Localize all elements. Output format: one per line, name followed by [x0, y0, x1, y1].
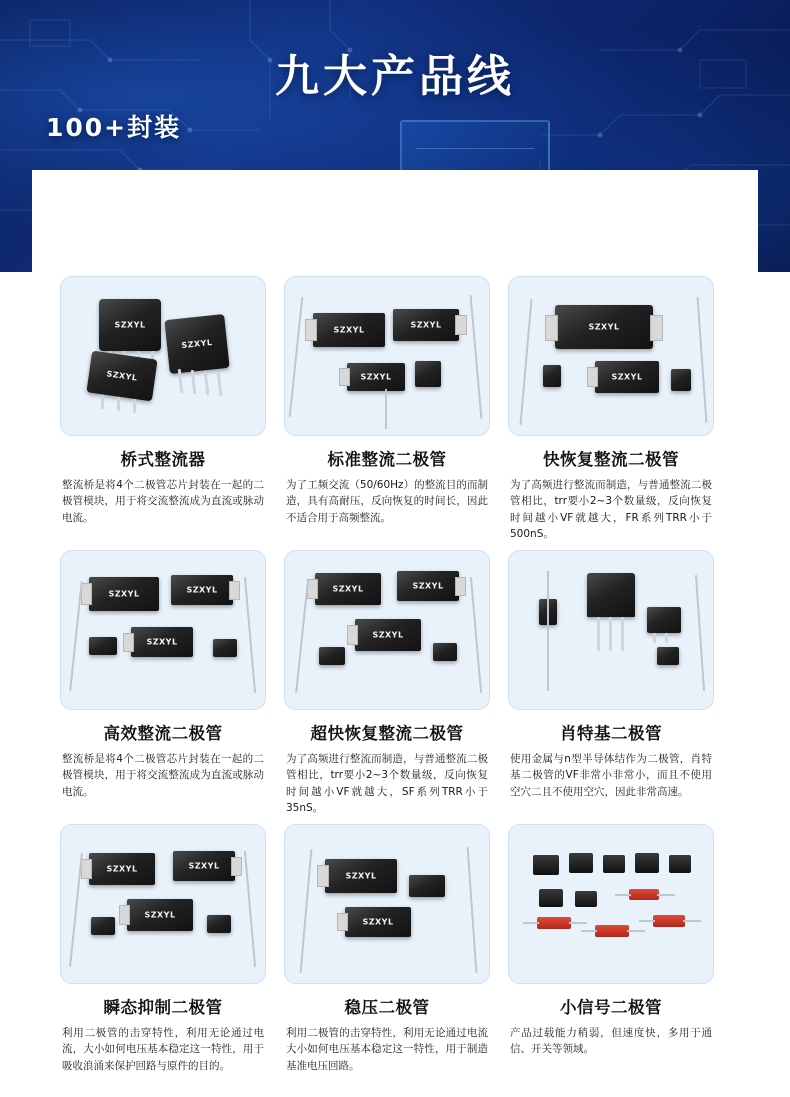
- smd-package: SZXYL: [131, 627, 193, 657]
- product-description: 整流桥是将4个二极管芯片封装在一起的二极管模块，用于将交流整流成为直流或脉动电流。: [62, 753, 264, 798]
- smd-package: SZXYL: [355, 619, 421, 651]
- product-description: 为了高频进行整流而制造，与普通整流二极管相比，trr要小2~3个数量级，反向恢复时间越小VF就越大，FR系列TRR小于500nS。: [510, 479, 712, 540]
- product-card[interactable]: [284, 550, 490, 816]
- smd-package: SZXYL: [171, 575, 233, 605]
- small-package: [89, 637, 117, 655]
- small-package: [657, 647, 679, 665]
- product-title: 高效整流二极管: [103, 724, 223, 744]
- smd-package: SZXYL: [315, 573, 381, 605]
- bridge-package-b: SZXYL: [164, 314, 229, 374]
- header-white-panel: [32, 170, 758, 272]
- product-image-tvs-diode: [60, 824, 266, 984]
- product-card[interactable]: [60, 824, 266, 1074]
- product-image-standard-diode: [284, 276, 490, 436]
- smd-package: SZXYL: [89, 577, 159, 611]
- product-title: 标准整流二极管: [327, 450, 447, 469]
- product-title: 小信号二极管: [560, 998, 662, 1018]
- smd-package: SZXYL: [345, 907, 411, 937]
- product-card[interactable]: [508, 550, 714, 816]
- sma-package: SZXYL: [595, 361, 659, 393]
- product-title: 快恢复整流二极管: [543, 450, 679, 469]
- page-header: [0, 0, 790, 272]
- smd-package: SZXYL: [127, 899, 193, 931]
- product-description: 为了高频进行整流而制造，与普通整流二极管相比，trr要小2~3个数量级，反向恢复时间越小VF就越大，SF系列TRR小于35nS。: [286, 753, 488, 814]
- product-card[interactable]: [284, 276, 490, 542]
- product-image-bridge-rectifier: [60, 276, 266, 436]
- smd-package: SZXYL: [173, 851, 235, 881]
- smd-package: SZXYL: [325, 859, 397, 893]
- product-image-small-signal-diode: [508, 824, 714, 984]
- smd-package: SZXYL: [89, 853, 155, 885]
- small-package: [433, 643, 457, 661]
- product-grid: [0, 272, 790, 1082]
- product-description: 使用金属与n型半导体结作为二极管，肖特基二极管的VF非常小非常小，而且不使用空穴二且不使用空穴，因此非常高速。: [510, 753, 712, 798]
- product-title: 超快恢复整流二极管: [310, 724, 464, 744]
- product-description: 利用二极管的击穿特性，利用无论通过电流，大小如何电压基本稳定这一特性，用于吸收浪涌来保护回路与原件的目的。: [62, 1027, 264, 1072]
- product-card[interactable]: [60, 550, 266, 816]
- small-package: [671, 369, 691, 391]
- small-package: [543, 365, 561, 387]
- product-card[interactable]: [284, 824, 490, 1074]
- product-card[interactable]: [60, 276, 266, 542]
- product-title: 瞬态抑制二极管: [103, 998, 223, 1018]
- small-package: [91, 917, 115, 935]
- product-image-fast-recovery-diode: [508, 276, 714, 436]
- product-image-schottky-diode: [508, 550, 714, 710]
- product-image-high-efficiency-diode: [60, 550, 266, 710]
- bridge-package-a: SZXYL: [99, 299, 161, 351]
- smd-package: SZXYL: [347, 363, 405, 391]
- product-title: 桥式整流器: [120, 450, 206, 469]
- product-image-ultrafast-diode: [284, 550, 490, 710]
- product-card[interactable]: [508, 824, 714, 1074]
- product-image-zener-diode: [284, 824, 490, 984]
- smd-package: SZXYL: [313, 313, 385, 347]
- to220-package: [587, 573, 635, 617]
- product-card[interactable]: [508, 276, 714, 542]
- small-package: [319, 647, 345, 665]
- small-package: [415, 361, 441, 387]
- product-title: 稳压二极管: [344, 998, 430, 1018]
- smc-package: SZXYL: [555, 305, 653, 349]
- product-description: 产品过载能力稍弱，但速度快，多用于通信、开关等领域。: [510, 1027, 712, 1056]
- product-title: 肖特基二极管: [560, 724, 662, 744]
- page-title: 九大产品线: [275, 51, 515, 102]
- product-description: 利用二极管的击穿特性，利用无论通过电流大小如何电压基本稳定这一特性，用于制造基准电压回路。: [286, 1027, 488, 1072]
- small-package: [409, 875, 445, 897]
- bridge-package-c: SZXYL: [86, 351, 157, 402]
- product-description: 整流桥是将4个二极管芯片封装在一起的二极管模块，用于将交流整流成为直流或脉动电流。: [62, 479, 264, 524]
- page-subtitle: 100+封装: [46, 113, 182, 142]
- small-package: [207, 915, 231, 933]
- smd-package: SZXYL: [393, 309, 459, 341]
- product-description: 为了工频交流（50/60Hz）的整流目的而制造，具有高耐压，反向恢复的时间长，因此不适合用于高频整流。: [286, 479, 488, 524]
- smd-package: SZXYL: [397, 571, 459, 601]
- sot-package: [647, 607, 681, 633]
- small-package: [213, 639, 237, 657]
